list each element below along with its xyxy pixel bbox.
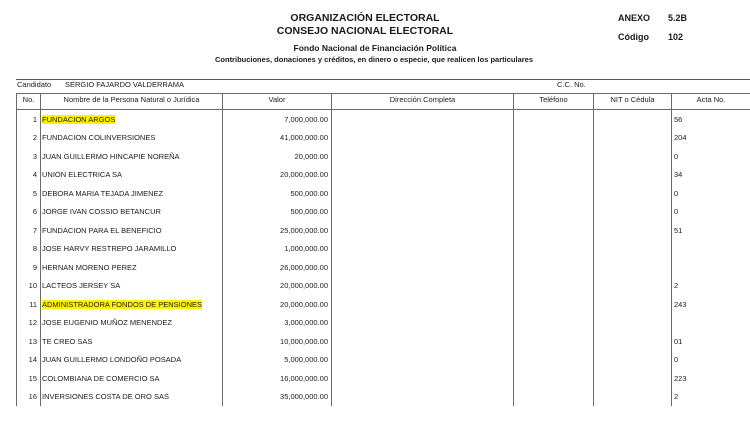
row-direccion [332,129,514,148]
row-telefono [514,258,594,277]
row-valor [223,332,332,351]
row-direccion [332,295,514,314]
row-nit [594,221,672,240]
row-valor [223,221,332,240]
candidate-name: SERGIO FAJARDO VALDERRAMA [65,80,185,89]
row-direccion [332,332,514,351]
row-direccion [332,110,514,129]
row-no [17,277,41,296]
row-valor-text: 1,000,000.00 [284,244,328,254]
col-header-nit: NIT o Cédula [594,94,672,110]
col-header-name: Nombre de la Persona Natural o Jurídica [41,94,223,110]
col-header-valor: Valor [223,94,332,110]
row-telefono [514,129,594,148]
table-row [17,166,750,185]
row-name-text: DEBORA MARIA TEJADA JIMENEZ [42,188,164,198]
row-valor-text: 20,000,000.00 [280,299,328,309]
row-valor-text: 35,000,000.00 [280,392,328,402]
row-no [17,332,41,351]
row-acta [672,184,750,203]
table-row [17,129,750,148]
row-valor [223,166,332,185]
row-acta [672,129,750,148]
row-direccion [332,369,514,388]
row-acta [672,110,750,129]
row-valor [223,258,332,277]
row-name [41,258,223,277]
row-valor [223,314,332,333]
row-name-text: ADMINISTRADORA FONDOS DE PENSIONES [42,299,203,309]
row-telefono [514,110,594,129]
table-row [17,221,750,240]
row-valor-text: 25,000,000.00 [280,225,328,235]
row-name-text: TE CREO SAS [42,336,93,346]
row-no [17,369,41,388]
row-acta [672,240,750,259]
row-acta-text: 0 [674,355,679,365]
row-name-text: COLOMBIANA DE COMERCIO SA [42,373,160,383]
table-row [17,314,750,333]
row-valor [223,369,332,388]
row-no [17,147,41,166]
row-nit [594,203,672,222]
row-acta [672,258,750,277]
table-row [17,388,750,407]
row-nit [594,166,672,185]
row-valor [223,277,332,296]
row-acta [672,332,750,351]
row-name-text: FUNDACION COLINVERSIONES [42,133,156,143]
row-direccion [332,184,514,203]
row-nit [594,314,672,333]
row-name [41,166,223,185]
row-nit [594,388,672,407]
anexo-label: ANEXO [618,13,651,23]
row-valor-text: 26,000,000.00 [280,262,328,272]
table-row [17,203,750,222]
row-acta-text: 01 [674,336,683,346]
row-name-text: JOSE EUGENIO MUÑOZ MENENDEZ [42,318,173,328]
row-telefono [514,166,594,185]
row-nit [594,184,672,203]
row-direccion [332,147,514,166]
row-telefono [514,369,594,388]
row-direccion [332,351,514,370]
row-no-text: 5 [32,188,37,198]
row-no-text: 16 [28,392,37,402]
row-no-text: 9 [32,262,37,272]
row-no [17,221,41,240]
row-acta [672,314,750,333]
row-telefono [514,147,594,166]
row-valor-text: 20,000,000.00 [280,281,328,291]
table-row [17,147,750,166]
org-title: ORGANIZACIÓN ELECTORAL [290,12,440,24]
row-valor [223,388,332,407]
row-no [17,203,41,222]
row-no-text: 7 [32,225,37,235]
row-valor-text: 41,000,000.00 [280,133,328,143]
row-direccion [332,240,514,259]
anexo-value: 5.2B [668,13,688,23]
row-valor-text: 16,000,000.00 [280,373,328,383]
row-valor-text: 500,000.00 [290,188,328,198]
row-no-text: 12 [28,318,37,328]
codigo-value: 102 [668,32,684,42]
row-nit [594,240,672,259]
row-name-text: LACTEOS JERSEY SA [42,281,121,291]
row-nit [594,295,672,314]
row-valor [223,110,332,129]
row-name [41,388,223,407]
row-name [41,184,223,203]
row-acta-text: 223 [674,373,687,383]
row-name [41,332,223,351]
table-row [17,184,750,203]
row-no [17,184,41,203]
row-valor-text: 5,000,000.00 [284,355,328,365]
row-valor [223,147,332,166]
row-valor [223,129,332,148]
cc-label: C.C. No. [557,80,586,89]
row-direccion [332,258,514,277]
row-name-text: JUAN GUILLERMO LONDOÑO POSADA [42,355,182,365]
row-valor-text: 10,000,000.00 [280,336,328,346]
row-acta [672,166,750,185]
row-valor [223,351,332,370]
row-acta [672,295,750,314]
row-acta-text: 243 [674,299,687,309]
row-name-text: FUNDACION ARGOS [42,114,116,124]
row-name-text: HERNAN MORENO PEREZ [42,262,137,272]
row-telefono [514,277,594,296]
row-telefono [514,203,594,222]
col-header-acta: Acta No. [672,94,750,110]
row-acta-text: 0 [674,151,679,161]
table-row [17,295,750,314]
row-nit [594,258,672,277]
row-acta [672,388,750,407]
table-row [17,277,750,296]
row-name-text: INVERSIONES COSTA DE ORO SAS [42,392,169,402]
row-nit [594,369,672,388]
row-no-text: 15 [28,373,37,383]
row-nit [594,332,672,351]
row-acta-text: 51 [674,225,683,235]
row-direccion [332,166,514,185]
row-name [41,369,223,388]
row-nit [594,277,672,296]
row-telefono [514,388,594,407]
row-acta [672,221,750,240]
row-valor [223,203,332,222]
table-row [17,369,750,388]
row-acta [672,203,750,222]
row-acta-text: 56 [674,114,683,124]
row-name [41,240,223,259]
row-acta [672,277,750,296]
row-telefono [514,240,594,259]
row-name-text: JORGE IVAN COSSIO BETANCUR [42,207,161,217]
row-nit [594,351,672,370]
row-telefono [514,295,594,314]
row-valor-text: 3,000,000.00 [284,318,328,328]
row-direccion [332,221,514,240]
col-header-telefono: Teléfono [514,94,594,110]
row-acta-text: 2 [674,392,679,402]
council-title: CONSEJO NACIONAL ELECTORAL [276,25,454,37]
row-valor-text: 20,000,000.00 [280,170,328,180]
row-name [41,147,223,166]
row-no [17,314,41,333]
table-row [17,332,750,351]
row-direccion [332,388,514,407]
row-no-text: 14 [28,355,37,365]
row-valor-text: 500,000.00 [290,207,328,217]
row-name [41,110,223,129]
row-no [17,388,41,407]
row-direccion [332,277,514,296]
row-valor [223,184,332,203]
col-header-direccion: Dirección Completa [332,94,514,110]
row-name [41,277,223,296]
row-no-text: 2 [32,133,37,143]
row-no-text: 3 [32,151,37,161]
row-nit [594,110,672,129]
contributions-table [16,93,750,406]
row-acta [672,369,750,388]
row-acta-text: 204 [674,133,687,143]
row-no [17,129,41,148]
row-name [41,221,223,240]
row-valor-text: 20,000.00 [294,151,328,161]
row-no [17,258,41,277]
row-no-text: 6 [32,207,37,217]
table-row [17,240,750,259]
row-acta-text: 0 [674,188,679,198]
form-subtitle: Contribuciones, donaciones y créditos, en dinero o especie, que realicen los particulares [214,55,533,64]
table-row [17,258,750,277]
row-no [17,166,41,185]
col-header-no: No. [17,94,41,110]
row-acta-text: 34 [674,170,683,180]
table-row [17,110,750,129]
row-acta-text: 2 [674,281,679,291]
row-no-text: 4 [32,170,37,180]
row-no-text: 1 [32,114,37,124]
row-no [17,240,41,259]
row-name-text: FUNDACION PARA EL BENEFICIO [42,225,162,235]
row-telefono [514,314,594,333]
row-name-text: JUAN GUILLERMO HINCAPIE NOREÑA [42,151,180,161]
row-name-text: UNION ELECTRICA SA [42,170,123,180]
row-no-text: 11 [29,299,37,309]
row-name [41,295,223,314]
table-header-row [17,94,750,110]
row-valor [223,240,332,259]
row-nit [594,147,672,166]
row-no [17,351,41,370]
row-direccion [332,203,514,222]
row-valor [223,295,332,314]
row-telefono [514,184,594,203]
row-telefono [514,351,594,370]
row-name [41,314,223,333]
row-no [17,295,41,314]
row-direccion [332,314,514,333]
row-name [41,129,223,148]
row-no-text: 8 [32,244,37,254]
row-telefono [514,221,594,240]
row-no-text: 10 [28,281,37,291]
row-name [41,203,223,222]
row-no-text: 13 [28,336,37,346]
row-nit [594,129,672,148]
row-acta-text: 0 [674,207,679,217]
codigo-label: Código [618,32,649,42]
row-valor-text: 7,000,000.00 [284,114,328,124]
row-acta [672,351,750,370]
row-acta [672,147,750,166]
row-no [17,110,41,129]
row-name [41,351,223,370]
candidate-label: Candidato [17,80,52,89]
row-name-text: JOSE HARVY RESTREPO JARAMILLO [42,244,177,254]
row-telefono [514,332,594,351]
table-row [17,351,750,370]
fund-title: Fondo Nacional de Financiación Política [293,43,457,53]
